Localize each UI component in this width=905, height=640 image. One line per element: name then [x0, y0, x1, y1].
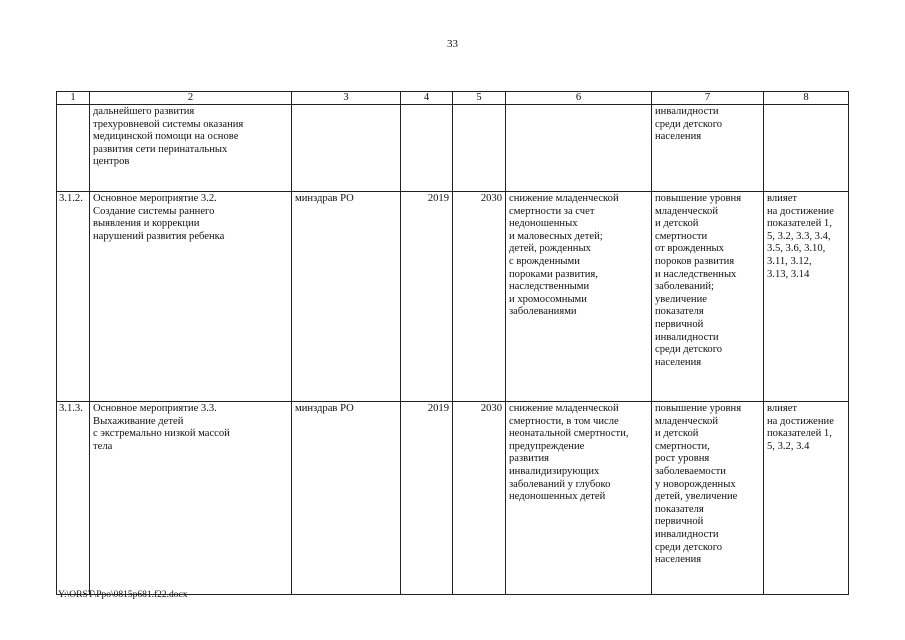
table-row: [57, 402, 849, 595]
column-header: 5: [453, 92, 506, 105]
table-row: [57, 192, 849, 402]
end-year-cell: 2030: [453, 402, 506, 595]
measure-name-cell: Основное мероприятие 3.3. Выхаживание детей с экстремально низкой массой тела: [90, 402, 292, 595]
column-header: 7: [652, 92, 764, 105]
consequences-cell: повышение уровня младенческой и детской смертности, рост уровня заболеваемости у новорожденных детей, увеличение показателя первичной инвалидности среди детского населения: [652, 402, 764, 595]
expected-result-cell: снижение младенческой смертности, в том числе неонатальной смертности, предупреждение развития инвалидизирующих заболеваний у глубоко недоношенных детей: [506, 402, 652, 595]
table-header-row: [57, 92, 849, 105]
consequences-cell: инвалидности среди детского населения: [652, 105, 764, 192]
row-number-cell: 3.1.2.: [57, 192, 90, 402]
executor-cell: [292, 105, 401, 192]
start-year-cell: [401, 105, 453, 192]
row-number-cell: [57, 105, 90, 192]
expected-result-cell: [506, 105, 652, 192]
consequences-cell: повышение уровня младенческой и детской смертности от врожденных пороков развития и наследственных заболеваний; увеличение показателя первичной инвалидности среди детского населения: [652, 192, 764, 402]
table-row: [57, 105, 849, 192]
executor-cell: минздрав РО: [292, 402, 401, 595]
column-header: 1: [57, 92, 90, 105]
column-header: 2: [90, 92, 292, 105]
indicators-link-cell: влияет на достижение показателей 1, 5, 3.2, 3.3, 3.4, 3.5, 3.6, 3.10, 3.11, 3.12, 3.13, 3.14: [764, 192, 849, 402]
measure-name-cell: дальнейшего развития трехуровневой системы оказания медицинской помощи на основе развития сети перинатальных центров: [90, 105, 292, 192]
row-number-cell: 3.1.3.: [57, 402, 90, 595]
column-header: 6: [506, 92, 652, 105]
start-year-cell: 2019: [401, 192, 453, 402]
measure-name-cell: Основное мероприятие 3.2. Создание системы раннего выявления и коррекции нарушений развития ребенка: [90, 192, 292, 402]
expected-result-cell: снижение младенческой смертности за счет недоношенных и маловесных детей; детей, рожденных с врожденными пороками развития, наследственными и хромосомными заболеваниями: [506, 192, 652, 402]
start-year-cell: 2019: [401, 402, 453, 595]
end-year-cell: [453, 105, 506, 192]
column-header: 8: [764, 92, 849, 105]
column-header: 3: [292, 92, 401, 105]
executor-cell: минздрав РО: [292, 192, 401, 402]
indicators-link-cell: [764, 105, 849, 192]
end-year-cell: 2030: [453, 192, 506, 402]
indicators-link-cell: влияет на достижение показателей 1, 5, 3.2, 3.4: [764, 402, 849, 595]
measures-table: [56, 91, 849, 595]
document-path-footer: Y:\ORST\Ppo\0815p681.f22.docx: [58, 590, 188, 600]
column-header: 4: [401, 92, 453, 105]
page-number: 33: [447, 38, 458, 50]
